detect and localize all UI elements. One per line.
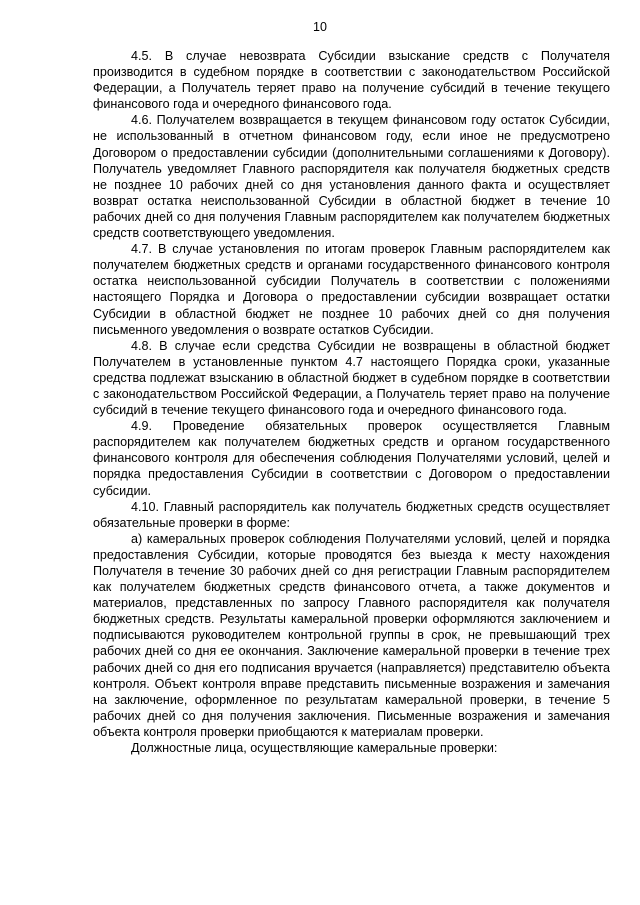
paragraph-4-6: 4.6. Получателем возвращается в текущем финансовом году остаток Субсидии, не использованный в отчетном финансовом году, если иное не предусмотрено Договором о предоставлении субсидии (дополнительными соглашениями к Договору). Получатель уведомляет Главного распорядителя как получателя бюджетных средств не позднее 10 рабочих дней со дня установления данного факта и осуществляет возврат остатка неиспользованной Субсидии в областной бюджет в течение 10 рабочих дней со дня получения Главным распорядителем как получателем бюджетных средств соответствующего уведомления. <box>93 113 610 241</box>
paragraph-4-10: 4.10. Главный распорядитель как получатель бюджетных средств осуществляет обязательные проверки в форме: <box>93 499 610 530</box>
paragraph-officials: Должностные лица, осуществляющие камеральные проверки: <box>131 741 498 756</box>
page-number: 10 <box>313 20 327 34</box>
paragraph-4-9: 4.9. Проведение обязательных проверок осуществляется Главным распорядителем как получателем бюджетных средств и органом государственного финансового контроля для обеспечения соблюдения Получателями условий, целей и порядка предоставления Субсидии в соответствии с Договором о предоставлении субсидии. <box>93 419 610 498</box>
paragraph-4-10-a: а) камеральных проверок соблюдения Получателями условий, целей и порядка предоставления Субсидии, которые проводятся без выезда к месту нахождения Получателя в течение 30 рабочих дней со дня регистрации Главным распорядителем как получателем бюджетных средств финансового отчета, а также документов и материалов, представленных по запросу Главного распорядителя как получателя бюджетных средств. Результаты камеральной проверки оформляются заключением и подписываются руководителем контрольной группы в срок, не превышающий трех рабочих дней со дня ее окончания. Заключение камеральной проверки в течение трех рабочих дней со дня его подписания вручается (направляется) представителю объекта контроля. Объект контроля вправе представить письменные возражения и замечания на заключение, оформленное по результатам камеральной проверки, в течение 5 рабочих дней со дня получения заключения. Письменные возражения и замечания объекта контроля проверки приобщаются к материалам проверки. <box>93 531 610 739</box>
paragraph-4-7: 4.7. В случае установления по итогам проверок Главным распорядителем как получателем бюджетных средств и органами государственного финансового контроля остатка неиспользованной субсидии Получатель в соответствии с положениями настоящего Порядка и Договора о предоставлении субсидии возвращает остатки Субсидии в областной бюджет не позднее 10 рабочих дней со дня получения письменного уведомления о возврате остатков Субсидии. <box>93 242 610 337</box>
document-body <box>93 48 610 756</box>
paragraph-4-8: 4.8. В случае если средства Субсидии не возвращены в областной бюджет Получателем в установленные пунктом 4.7 настоящего Порядка сроки, указанные средства подлежат взысканию в областной бюджет в судебном порядке в соответствии с законодательством Российской Федерации, а Получатель теряет право на получение субсидий в течение текущего финансового года и очередного финансового года. <box>93 338 610 418</box>
paragraph-4-5: 4.5. В случае невозврата Субсидии взыскание средств с Получателя производится в судебном порядке в соответствии с законодательством Российской Федерации, а Получатель теряет право на получение субсидий в течение текущего финансового года и очередного финансового года. <box>93 49 610 112</box>
